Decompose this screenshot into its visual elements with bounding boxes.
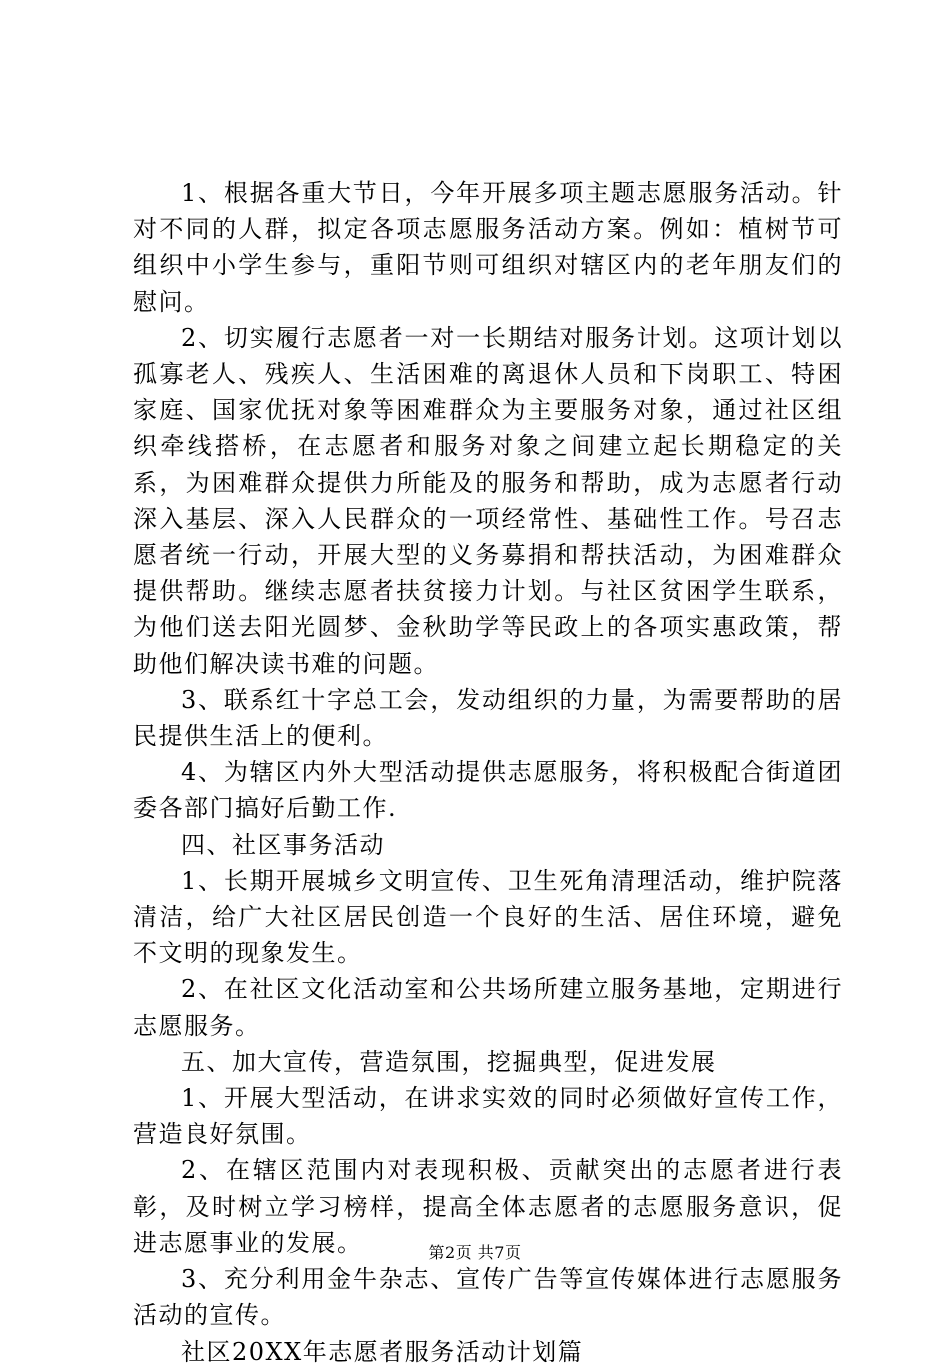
section-heading-community-affairs: 四、社区事务活动 [181, 830, 385, 859]
paragraph-item-4: 4、为辖区内外大型活动提供志愿服务，将积极配合街道团委各部门搞好后勤工作. [133, 758, 843, 823]
paragraph-item-6: 2、在社区文化活动室和公共场所建立服务基地，定期进行志愿服务。 [133, 975, 843, 1040]
paragraph-item-5: 1、长期开展城乡文明宣传、卫生死角清理活动，维护院落清洁，给广大社区居民创造一个良好的生活、居住环境，避免不文明的现象发生。 [133, 866, 843, 968]
paragraph-item-3: 3、联系红十字总工会，发动组织的力量，为需要帮助的居民提供生活上的便利。 [133, 685, 843, 751]
paragraph-item-1: 1、根据各重大节日，今年开展多项主题志愿服务活动。针对不同的人群，拟定各项志愿服务活动方案。例如：植树节可组织中小学生参与，重阳节则可组织对辖区内的老年朋友们的慰问。 [133, 179, 843, 316]
paragraph-item-7: 1、开展大型活动，在讲求实效的同时必须做好宣传工作，营造良好氛围。 [133, 1084, 843, 1149]
document-body [133, 175, 843, 1370]
section-heading-publicity: 五、加大宣传，营造氛围，挖掘典型，促进发展 [181, 1047, 717, 1076]
paragraph-item-9: 3、充分利用金牛杂志、宣传广告等宣传媒体进行志愿服务活动的宣传。 [133, 1265, 843, 1330]
page-number-footer: 第2页 共7页 [428, 1243, 522, 1262]
next-article-title: 社区20XX年志愿者服务活动计划篇 [181, 1337, 584, 1366]
paragraph-item-2: 2、切实履行志愿者一对一长期结对服务计划。这项计划以孤寡老人、残疾人、生活困难的离退休人员和下岗职工、特困家庭、国家优抚对象等困难群众为主要服务对象，通过社区组织牵线搭桥，在志愿者和服务对象之间建立起长期稳定的关系，为困难群众提供力所能及的服务和帮助，成为志愿者行动深入基层、深入人民群众的一项经常性、基础性工作。号召志愿者统一行动，开展大型的义务募捐和帮扶活动，为困难群众提供帮助。继续志愿者扶贫接力计划。与社区贫困学生联系，为他们送去阳光圆梦、金秋助学等民政上的各项实惠政策，帮助他们解决读书难的问题。 [133, 323, 843, 678]
paragraph-item-8: 2、在辖区范围内对表现积极、贡献突出的志愿者进行表彰，及时树立学习榜样，提高全体志愿者的志愿服务意识，促进志愿事业的发展。 [133, 1156, 843, 1257]
